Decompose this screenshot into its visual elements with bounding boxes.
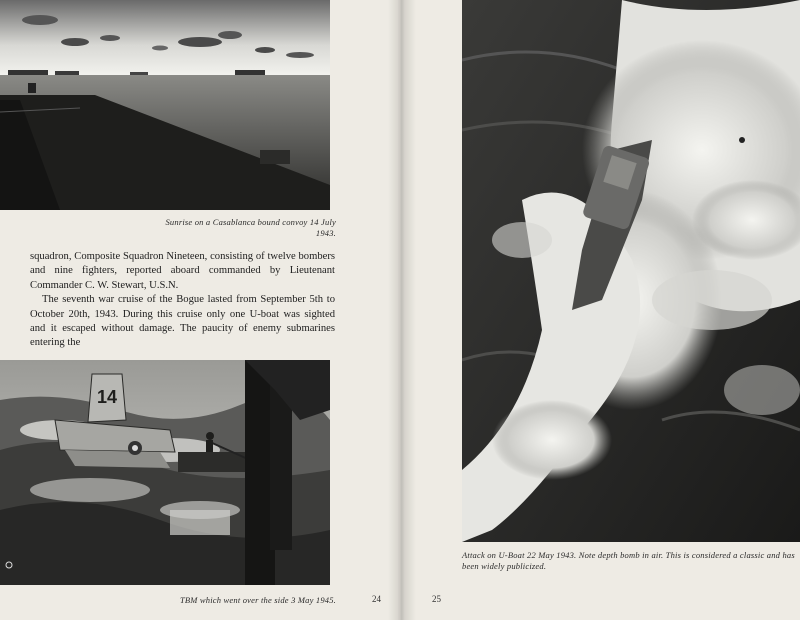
right-page (402, 0, 800, 620)
uboat-attack-photo (462, 0, 800, 542)
book-gutter (388, 0, 416, 620)
page-number: 25 (432, 594, 441, 604)
paragraph: squadron, Composite Squadron Nineteen, consisting of twelve bombers and nine fighters, reported aboard commanded by Lieutenant Commander C. W. Stewart, U.S.N. (30, 251, 335, 291)
paragraph: The seventh war cruise of the Bogue lasted from September 5th to October 20th, 1943. During this cruise only one U-boat was sighted and it escaped without damage. The paucity of enemy submarines entering the (30, 294, 335, 349)
convoy-photo-caption: Sunrise on a Casablanca bound convoy 14 July 1943. (165, 217, 336, 238)
body-text (30, 250, 335, 351)
tbm-overboard-photo (0, 360, 330, 585)
aircraft-tail-number: 14 (97, 387, 118, 407)
tbm-photo-caption: TBM which went over the side 3 May 1945. (179, 595, 336, 605)
page-number: 24 (372, 594, 381, 604)
uboat-photo-caption: Attack on U-Boat 22 May 1943. Note depth bomb in air. This is considered a classic and has been widely publicized. (462, 550, 795, 571)
convoy-sunrise-photo (0, 0, 330, 210)
left-page (0, 0, 398, 620)
